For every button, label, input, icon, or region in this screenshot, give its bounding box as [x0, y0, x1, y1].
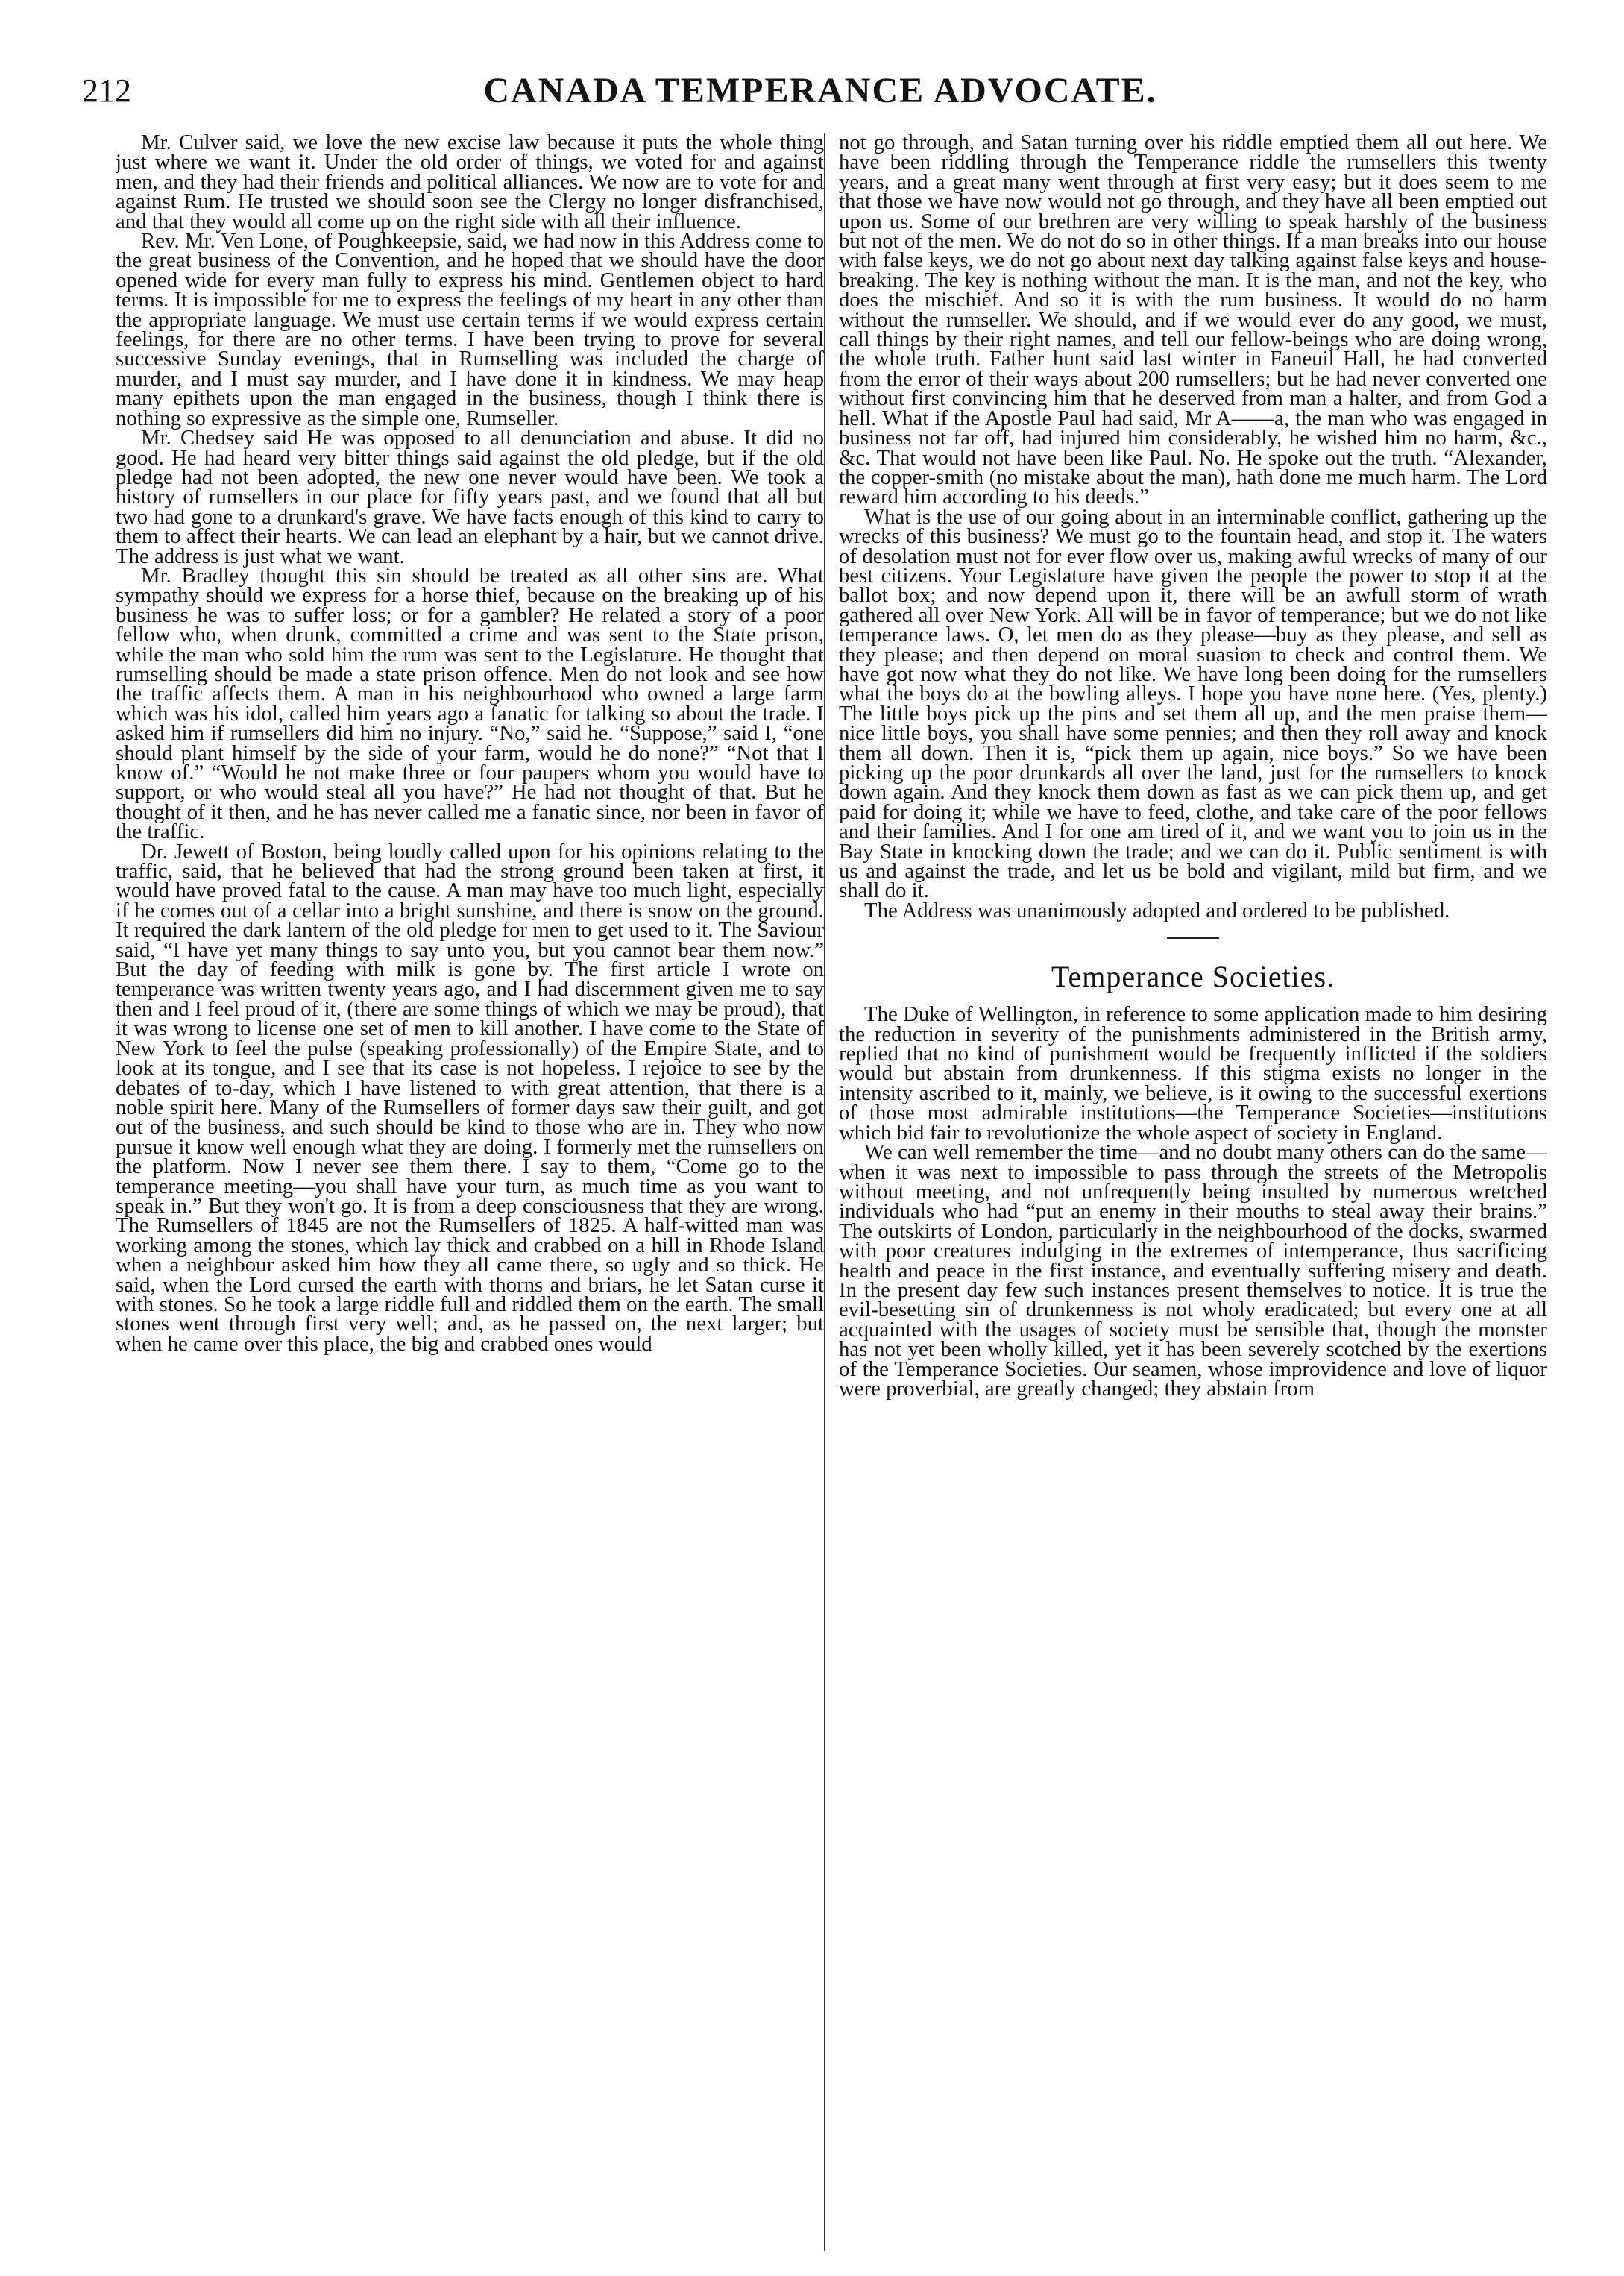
page-number: 212 — [82, 72, 131, 109]
section-separator — [1167, 937, 1219, 939]
paragraph-continuation: not go through, and Satan turning over his riddle emptied them all out here. We have been riddling through the Temperance riddle the rumsellers this twenty years, and a great many went through at first very easy; but it does seem to me that those we have now would not go through, and they have all been emptied out upon us. Some of our brethren are very willing to speak harshly of the business but not of the men. We do not do so in other things. If a man breaks into our house with false keys, we do not go about next day talking against false keys and house-breaking. The key is nothing without the man. It is the man, and not the key, who does the mischief. And so it is with the rum business. It would do no harm without the rumseller. We should, and if we would ever do any good, we must, call things by their right names, and tell our fellow-beings who are doing wrong, the whole truth. Father hunt said last winter in Faneuil Hall, he had converted from the error of their ways about 200 rumsellers; but he had never converted one without first convincing him that he deserved from man a halter, and from God a hell. What if the Apostle Paul had said, Mr A——a, the man who was engaged in business not far off, had injured him considerably, he wished him no harm, &c., &c. That would not have been like Paul. No. He spoke out the truth. “Alexander, the copper-smith (no mistake about the man), hath done me much harm. The Lord reward him according to his deeds.” — [839, 133, 1547, 509]
column-divider — [824, 133, 825, 2251]
page-header — [82, 69, 1558, 121]
paragraph-chedsey: Mr. Chedsey said He was opposed to all denunciation and abuse. It did no good. He had heard very bitter things said against the old pledge, but if the old pledge had not been adopted, the new one never would have been. We took a history of rumsellers in our place for fifty years past, and we found that all but two had gone to a drunkard's grave. We have facts enough of this kind to carry to them to affect their hearts. We can lead an elephant by a hair, but we cannot drive. The address is just what we want. — [116, 426, 824, 568]
running-title: CANADA TEMPERANCE ADVOCATE. — [483, 71, 1157, 110]
paragraph-ven-lone: Rev. Mr. Ven Lone, of Poughkeepsie, said, we had now in this Address come to the great business of the Convention, and he hoped that we should have the door opened wide for every man fully to express his mind. Gentlemen object to hard terms. It is impossible for me to express the feelings of my heart in any other than the appropriate language. We must use certain terms if we would express certain feelings, for there are no other terms. I have been trying to prove for several successive Sunday evenings, that in Rumselling was included the charge of murder, and I must say murder, and I have done it in kindness. We may heap many epithets upon the man engaged in the business, though I think there is nothing so expressive as the simple one, Rumseller. — [116, 229, 824, 430]
paragraph-wellington: The Duke of Wellington, in reference to some application made to him desiring the reduction in severity of the punishments administered in the British army, replied that no kind of punishment would be frequently inflicted if the soldiers would but abstain from drunkenness. If this stigma exists no longer in the intensity ascribed to it, mainly, we believe, is it owing to the successful exertions of those most admirable institutions—the Temperance Societies—institutions which bid fair to revolutionize the whole aspect of society in England. — [839, 1002, 1547, 1145]
left-column — [116, 133, 824, 2251]
right-column — [839, 133, 1547, 2251]
paragraph-interminable-conflict: What is the use of our going about in an interminable conflict, gathering up the wrecks of this business? We must go to the fountain head, and stop it. The waters of desolation must not for ever flow over us, making awful wrecks of many of our best citizens. Your Legislature have given the people the power to stop it at the ballot box; and now depend upon it, there will be an awfull storm of wrath gathered all over New York. All will be in favor of temperance; but we do not like temperance laws. O, let men do as they please—buy as they please, and sell as they please; and then depend on moral suasion to check and control them. We have got now what they do not like. We have long been doing for the rumsellers what the boys do at the bowling alleys. I hope you have none here. (Yes, plenty.) The little boys pick up the pins and set them all up, and the men praise them—nice little boys, you shall have some pennies; and then they roll away and knock them all down. Then it is, “pick them up again, nice boys.” So we have been picking up the poor drunkards all over the land, just for the rumsellers to knock down again. And they knock them down as fast as we can pick them up, and get paid for doing it; while we have to feed, clothe, and take care of the poor fellows and their families. And I for one am tired of it, and we want you to join us in the Bay State in knocking down the trade; and we can do it. Public sentiment is with us and against the trade, and let us be bold and vigilant, mild but firm, and we shall do it. — [839, 504, 1547, 903]
paragraph-jewett: Dr. Jewett of Boston, being loudly called upon for his opinions relating to the traffic, said, that he believed that had the strong ground been taken at first, it would have proved fatal to the cause. A man may have too much light, especially if he comes out of a cellar into a bright sunshine, and there is snow on the ground. It required the dark lantern of the old pledge for men to get used to it. The Saviour said, “I have yet many things to say unto you, but you cannot bear them now.” But the day of feeding with milk is gone by. The first article I wrote on temperance was written twenty years ago, and I had discernment given me to say then and I feel proud of it, (there are some things of which we may be proud), that it was wrong to license one set of men to kill another. I have come to the State of New York to feel the pulse (speaking professionally) of the Empire State, and to look at its tongue, and I see that its case is not hopeless. I rejoice to see by the debates of to-day, which I have listened to with great attention, that there is a noble spirit here. Many of the Rumsellers of former days saw their guilt, and got out of the business, and such should be kind to those who are in. They who now pursue it know well enough what they are doing. I formerly met the rumsellers on the platform. Now I never see them there. I say to them, “Come go to the temperance meeting—you shall have your turn, as much time as you want to speak in.” But they won't go. It is from a deep consciousness that they are wrong. The Rumsellers of 1845 are not the Rumsellers of 1825. A half-witted man was working among the stones, which lay thick and crabbed on a hill in Rhode Island when a neighbour asked him how they all came there, so ugly and so thick. He said, when the Lord cursed the earth with thorns and briars, he let Satan curse it with stones. So he took a large riddle full and riddled them on the earth. The small stones went through first very well; and, as he passed on, the next larger; but when he came over this place, the big and crabbed ones would — [116, 839, 824, 1356]
paragraph-address-adopted: The Address was unanimously adopted and ordered to be published. — [864, 898, 1450, 922]
section-heading: Temperance Societies. — [1051, 960, 1335, 994]
paragraph-bradley: Mr. Bradley thought this sin should be treated as all other sins are. What sympathy should we express for a horse thief, because on the breaking up of his business he was to suffer loss; or for a gambler? He related a story of a poor fellow who, when drunk, committed a crime and was sent to the State prison, while the man who sold him the rum was sent to the Legislature. He thought that rumselling should be made a state prison offence. Men do not look and see how the traffic affects them. A man in his neighbourhood who owned a large farm which was his idol, called him years ago a fanatic for talking so about the trade. I asked him if rumsellers did him no injury. “No,” said he. “Suppose,” said I, “one should plant himself by the side of your farm, would he do none?” “Not that I know of.” “Would he not make three or four paupers whom you would have to support, or who would steal all you have?” He had not thought of that. But he thought of it then, and he has never called me a fanatic since, nor been in favor of the traffic. — [116, 563, 824, 844]
paragraph-culver: Mr. Culver said, we love the new excise law because it puts the whole thing just where we want it. Under the old order of things, we voted for and against men, and they had their friends and political alliances. We now are to vote for and against Rum. He trusted we should soon see the Clergy no longer disfranchised, and that they would all come up on the right side with all their influence. — [116, 133, 824, 233]
paragraph-metropolis: We can well remember the time—and no doubt many others can do the same—when it was next to impossible to pass through the streets of the Metropolis without meeting, and not unfrequently being insulted by numerous wretched individuals who had “put an enemy in their mouths to steal away their brains.” The outskirts of London, particularly in the neighbourhood of the docks, swarmed with poor creatures indulging in the extremes of intemperance, thus sacrificing health and peace in the first instance, and eventually suffering misery and death. In the present day few such instances present themselves to notice. It is true the evil-besetting sin of drunkenness is not wholy eradicated; but every one at all acquainted with the usages of society must be sensible that, though the monster has not yet been wholly killed, yet it has been severely scotched by the exertions of the Temperance Societies. Our seamen, whose improvidence and love of liquor were proverbial, are greatly changed; they abstain from — [839, 1140, 1547, 1401]
